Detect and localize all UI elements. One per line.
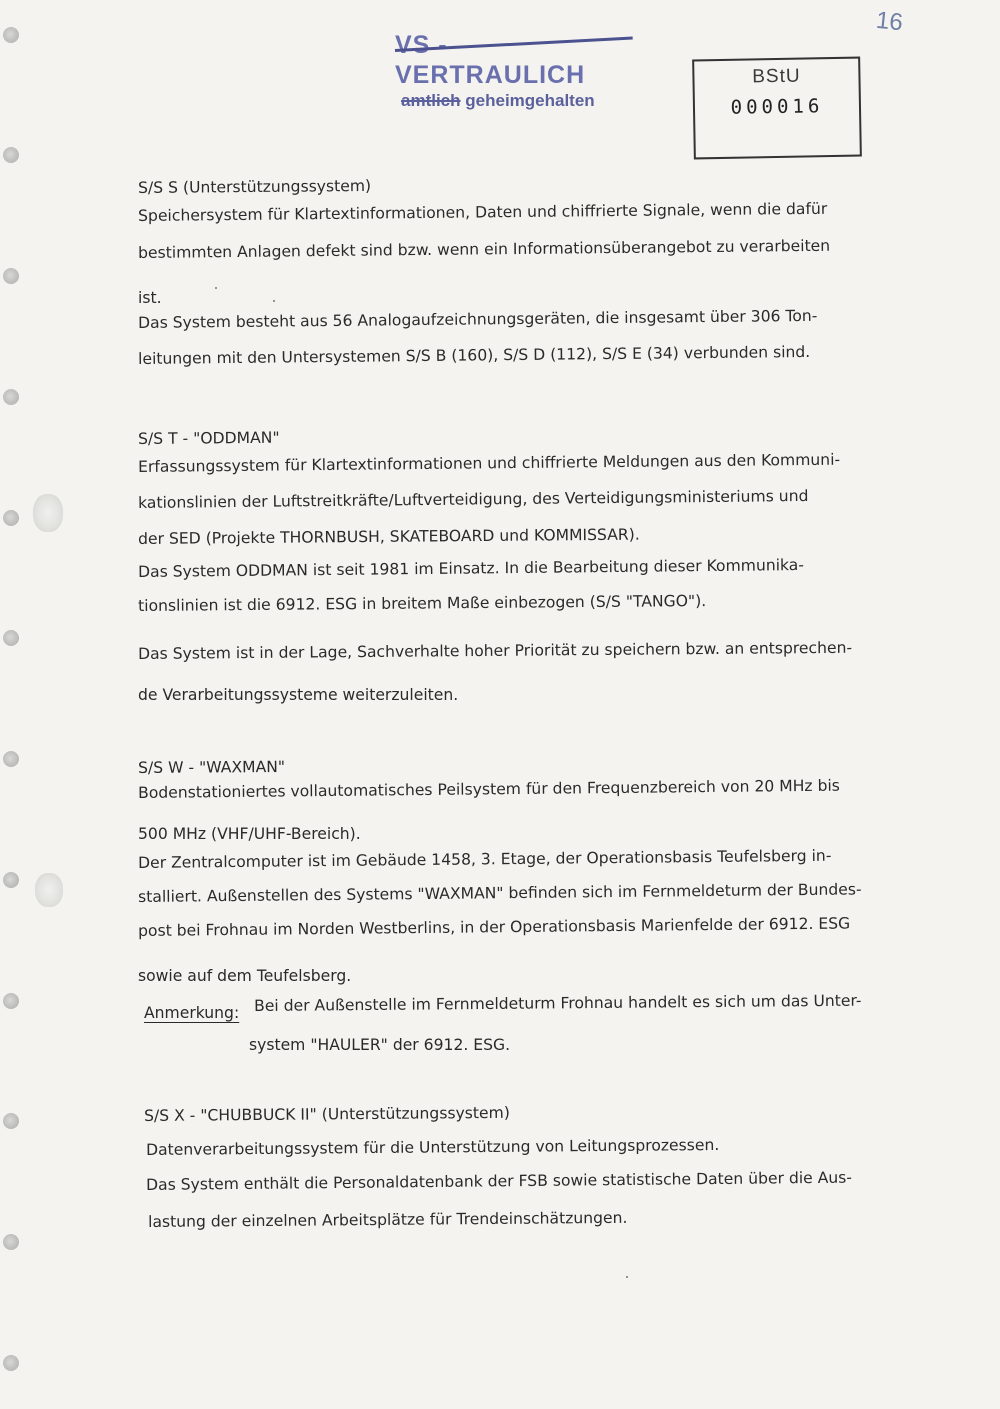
punch-hole: [3, 751, 19, 767]
punch-hole: [3, 147, 19, 163]
punch-hole: [3, 630, 19, 646]
punch-hole: [3, 27, 19, 43]
text-line: der SED (Projekte THORNBUSH, SKATEBOARD und KOMMISSAR).: [138, 525, 640, 548]
text-line: leitungen mit den Untersystemen S/S B (160), S/S D (112), S/S E (34) verbunden sind.: [138, 342, 811, 368]
paper-blemish: [33, 494, 63, 532]
text-line: sowie auf dem Teufelsberg.: [138, 967, 352, 985]
note-line: system "HAULER" der 6912. ESG.: [249, 1036, 511, 1054]
section-heading: S/S S (Unterstützungssystem): [138, 176, 372, 197]
paper-speck: [626, 1276, 628, 1278]
text-line: bestimmten Anlagen defekt sind bzw. wenn ein Informationsüberangebot zu verarbeiten: [138, 236, 831, 262]
archive-stamp: [692, 57, 862, 160]
note-line: Bei der Außenstelle im Fernmeldeturm Frohnau handelt es sich um das Unter-: [254, 991, 862, 1015]
text-line: de Verarbeitungssysteme weiterzuleiten.: [138, 686, 459, 704]
text-line: kationslinien der Luftstreitkräfte/Luftverteidigung, des Verteidigungsministeriums und: [138, 486, 809, 512]
section-heading: S/S W - "WAXMAN": [138, 757, 286, 777]
classification-stamp: [395, 30, 635, 112]
section-heading: S/S X - "CHUBBUCK II" (Unterstützungssystem): [144, 1103, 510, 1125]
paper-speck: [273, 300, 275, 302]
note-label: Anmerkung:: [144, 1004, 240, 1022]
text-line: tionslinien ist die 6912. ESG in breitem Maße einbezogen (S/S "TANGO").: [138, 592, 707, 615]
text-line: 500 MHz (VHF/UHF-Bereich).: [138, 825, 361, 843]
text-line: Das System ist in der Lage, Sachverhalte hoher Priorität zu speichern bzw. an entsprechen-: [138, 638, 853, 663]
punch-hole: [3, 1355, 19, 1371]
section-heading: S/S T - "ODDMAN": [138, 428, 280, 448]
text-line: Erfassungssystem für Klartextinformationen und chiffrierte Meldungen aus den Kommuni-: [138, 450, 841, 476]
text-line: Datenverarbeitungssystem für die Unterstützung von Leitungsprozessen.: [146, 1135, 720, 1159]
punch-hole: [3, 1234, 19, 1250]
page-number: 16: [874, 6, 905, 37]
handling-word: geheimgehalten: [465, 91, 595, 110]
punch-hole: [3, 510, 19, 526]
text-line: lastung der einzelnen Arbeitsplätze für Trendeinschätzungen.: [148, 1208, 628, 1231]
text-line: Bodenstationiertes vollautomatisches Peilsystem für den Frequenzbereich von 20 MHz bis: [138, 776, 840, 802]
punch-hole: [3, 389, 19, 405]
punch-hole: [3, 268, 19, 284]
classification-handling: [401, 90, 635, 112]
text-line: Das System enthält die Personaldatenbank der FSB sowie statistische Daten über die Aus-: [146, 1168, 853, 1194]
text-line: stalliert. Außenstellen des Systems "WAXMAN" befinden sich im Fernmeldeturm der Bundes-: [138, 880, 862, 906]
paper-speck: [215, 287, 217, 289]
punch-hole: [3, 1113, 19, 1129]
text-line: post bei Frohnau im Norden Westberlins, in der Operationsbasis Marienfelde der 6912. ESG: [138, 914, 851, 940]
paper-blemish: [35, 873, 63, 907]
text-line: ist.: [138, 289, 162, 307]
text-line: Speichersystem für Klartextinformationen, Daten und chiffrierte Signale, wenn die dafür: [138, 199, 828, 225]
archive-sheet-number: 000016: [730, 95, 824, 119]
archive-agency: BStU: [752, 65, 801, 88]
text-line: Das System ODDMAN ist seit 1981 im Einsatz. In die Bearbeitung dieser Kommunika-: [138, 556, 805, 581]
punch-hole: [3, 872, 19, 888]
classification-level: VS - VERTRAULICH: [395, 31, 586, 89]
handling-struck-word: amtlich: [401, 91, 461, 110]
text-line: Der Zentralcomputer ist im Gebäude 1458, 3. Etage, der Operationsbasis Teufelsberg in-: [138, 846, 832, 872]
punch-hole: [3, 993, 19, 1009]
text-line: Das System besteht aus 56 Analogaufzeichnungsgeräten, die insgesamt über 306 Ton-: [138, 306, 818, 332]
